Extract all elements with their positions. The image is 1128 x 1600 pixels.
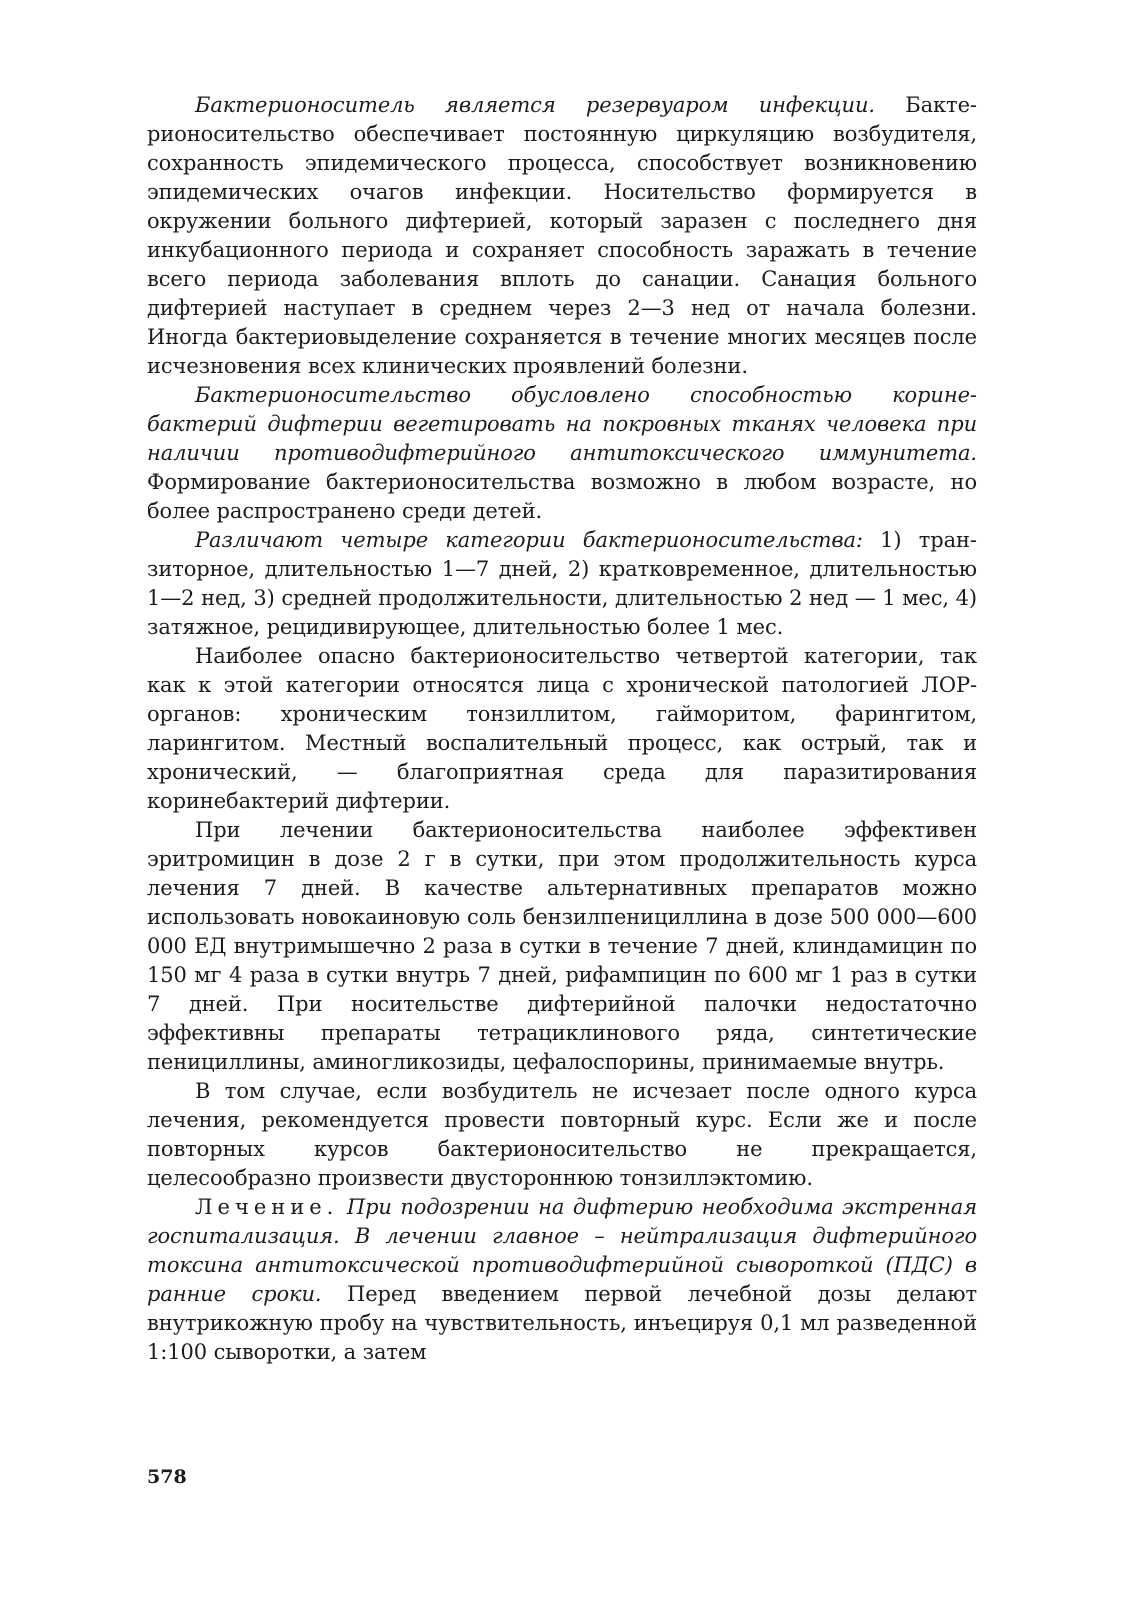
paragraph-carrier-reservoir xyxy=(147,91,977,381)
paragraph-carrier-treatment xyxy=(147,816,977,1077)
carrier-categories-italic-lead: Различают четыре категории бактерионосительства: xyxy=(195,528,863,552)
paragraph-repeat-course xyxy=(147,1077,977,1193)
carrier-categories-text: 1) транзиторное, длительностью 1—7 дней, 2) кратковременное, длительностью 1—2 нед, 3) средней продолжительности, длительностью 2 нед — 1 мес, 4) затяжное, рецидивирующее, длительностью более 1 мес. xyxy=(147,528,978,639)
carrier-cause-text: Формирование бактерионосительства возможно в любом возрасте, но более распространено среди детей. xyxy=(147,470,977,523)
treatment-heading: Лечение. xyxy=(195,1195,339,1219)
carrier-cause-italic-lead: Бактерионосительство обусловлено способностью коринебактерий дифтерии вегетировать на покровных тканях человека при наличии противодифтерийного антитоксического иммунитета. xyxy=(147,383,977,465)
paragraph-treatment xyxy=(147,1193,977,1367)
page-number: 578 xyxy=(147,1466,187,1488)
paragraph-carrier-categories xyxy=(147,526,977,642)
carrier-reservoir-text: Бактерионосительство обеспечивает постоянную циркуляцию возбудителя, сохранность эпидемического процесса, способствует возникновению эпидемических очагов инфекции. Носительство формируется в окружении больного дифтерией, который заразен с последнего дня инкубационного периода и сохраняет способность заражать в течение всего периода заболевания вплоть до санации. Санация больного дифтерией наступает в среднем через 2—3 нед от начала болезни. Иногда бактериовыделение сохраняется в течение многих месяцев после исчезновения всех клинических проявлений болезни. xyxy=(147,93,978,378)
repeat-course-text: В том случае, если возбудитель не исчезает после одного курса лечения, рекомендуется провести повторный курс. Если же и после повторных курсов бактерионосительство не прекращается, целесообразно произвести двустороннюю тонзиллэктомию. xyxy=(147,1079,977,1190)
carrier-reservoir-italic-lead: Бактерионоситель является резервуаром инфекции. xyxy=(195,93,875,117)
page-body xyxy=(147,91,977,1367)
dangerous-category-text: Наиболее опасно бактерионосительство четвертой категории, так как к этой категории относятся лица с хронической патологией ЛОР-органов: хроническим тонзиллитом, гайморитом, фарингитом, ларингитом. Местный воспалительный процесс, как острый, так и хронический, — благоприятная среда для паразитирования коринебактерий дифтерии. xyxy=(147,644,977,813)
paragraph-carrier-cause xyxy=(147,381,977,526)
carrier-treatment-text: При лечении бактерионосительства наиболее эффективен эритромицин в дозе 2 г в сутки, при этом продолжительность курса лечения 7 дней. В качестве альтернативных препаратов можно использовать новокаиновую соль бензилпенициллина в дозе 500 000—600 000 ЕД внутримышечно 2 раза в сутки в течение 7 дней, клиндамицин по 150 мг 4 раза в сутки внутрь 7 дней, рифампицин по 600 мг 1 раз в сутки 7 дней. При носительстве дифтерийной палочки недостаточно эффективны препараты тетрациклинового ряда, синтетические пенициллины, аминогликозиды, цефалоспорины, принимаемые внутрь. xyxy=(147,818,977,1074)
treatment-text: Перед введением первой лечебной дозы делают внутрикожную пробу на чувствительность, инъецируя 0,1 мл разведенной 1:100 сыворотки, а затем xyxy=(147,1282,977,1364)
treatment-italic-text: При подозрении на дифтерию необходима экстренная госпитализация. В лечении главное – нейтрализация дифтерийного токсина антитоксической противодифтерийной сывороткой (ПДС) в ранние сроки. xyxy=(147,1195,977,1306)
paragraph-dangerous-category xyxy=(147,642,977,816)
